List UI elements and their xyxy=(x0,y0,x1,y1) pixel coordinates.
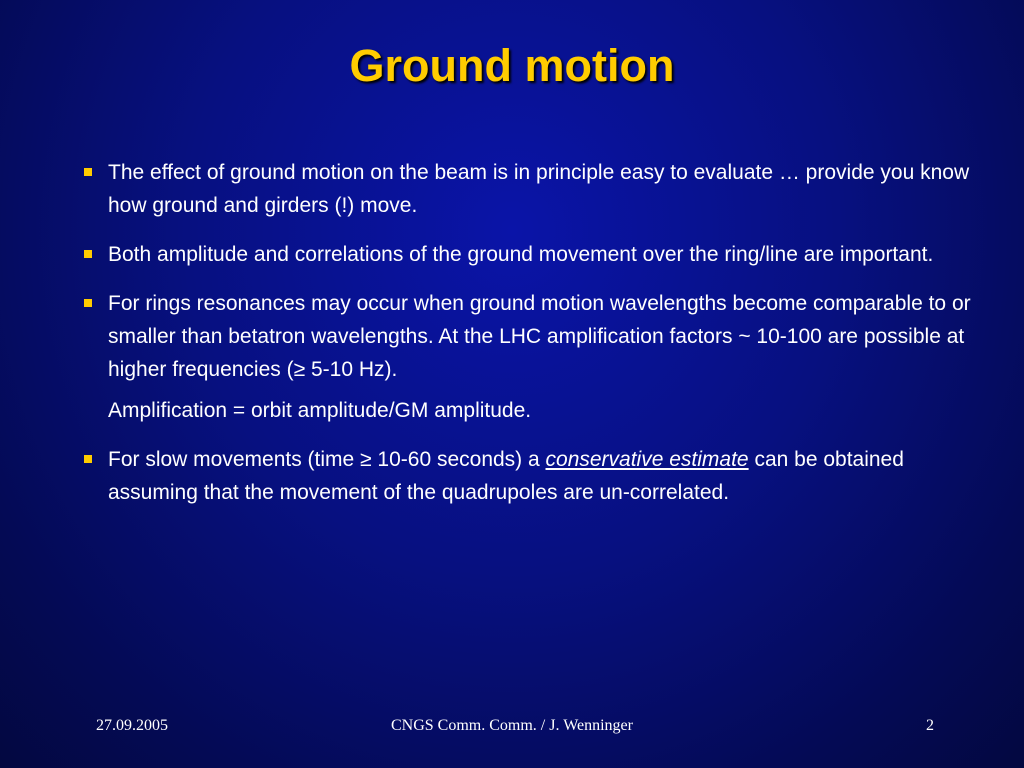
bullet-item xyxy=(82,238,992,271)
bullet-text: The effect of ground motion on the beam is in principle easy to evaluate … provide you know how ground and girders (!) move. xyxy=(108,161,970,217)
bullet-item xyxy=(82,287,992,386)
emphasized-text: conservative estimate xyxy=(545,448,749,471)
footer-title: CNGS Comm. Comm. / J. Wenninger xyxy=(391,717,633,734)
bullet-text: For slow movements (time ≥ 10-60 seconds) a xyxy=(108,448,546,471)
paragraph-amplification xyxy=(82,394,992,427)
bullet-text: Both amplitude and correlations of the ground movement over the ring/line are important. xyxy=(108,243,934,266)
square-bullet-icon xyxy=(84,455,92,463)
bullet-text: For rings resonances may occur when ground motion wavelengths become comparable to or smaller than betatron wavelengths. At the LHC amplification factors ~ 10-100 are possible at higher frequencies (≥ 5-10 Hz). xyxy=(108,292,971,381)
bullet-item xyxy=(82,443,992,509)
square-bullet-icon xyxy=(84,168,92,176)
paragraph-text: Amplification = orbit amplitude/GM amplitude. xyxy=(108,399,532,422)
square-bullet-icon xyxy=(84,250,92,258)
bullet-item xyxy=(82,156,992,222)
page-number: 2 xyxy=(926,717,934,734)
bullet-text: can be obtained assuming that the movement of the quadrupoles are un-correlated. xyxy=(108,448,904,504)
bullet-list xyxy=(82,156,992,525)
footer-date: 27.09.2005 xyxy=(96,717,168,734)
square-bullet-icon xyxy=(84,299,92,307)
slide-title: Ground motion xyxy=(349,40,675,91)
